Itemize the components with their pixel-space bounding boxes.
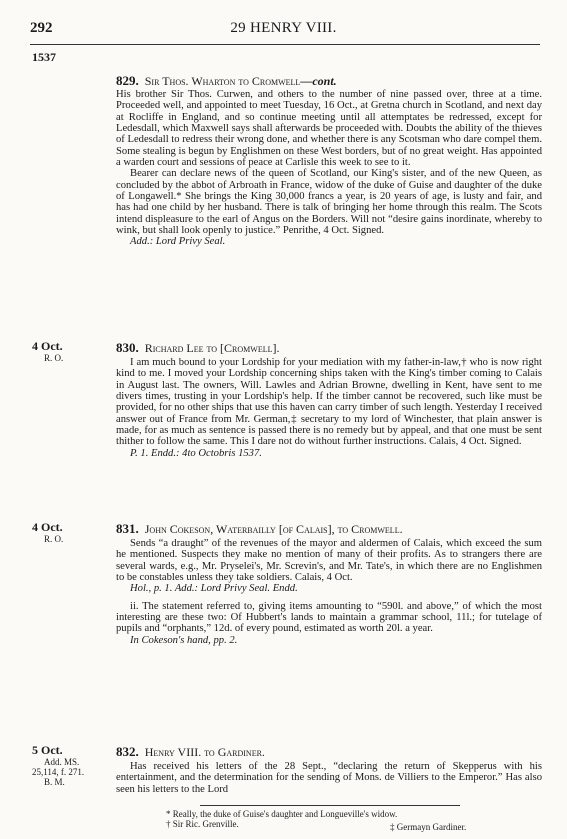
entry-source-line: 25,114, f. 271. — [32, 767, 85, 777]
entry-date: 4 Oct. — [32, 339, 63, 353]
footnote: † Sir Ric. Grenville. — [166, 819, 239, 829]
entry-title-suffix: —cont. — [300, 74, 337, 88]
entry-date: 5 Oct. — [32, 743, 63, 757]
year-label: 1537 — [32, 50, 56, 64]
entry-number: 831. — [116, 521, 139, 536]
entry-title: Sir Thos. Wharton to Cromwell — [144, 74, 301, 88]
entry-body — [116, 89, 542, 248]
entry-title: Richard Lee to [Cromwell]. — [144, 341, 280, 355]
entry-heading — [116, 522, 542, 536]
entry-heading — [116, 74, 542, 88]
running-head: 29 HENRY VIII. — [230, 20, 337, 36]
footnote-rule — [200, 805, 460, 806]
paragraph: Has received his letters of the 28 Sept., “declaring the return of Skepperus with his entertainment, and the determination for the sending of Mons. de Villiers to the Emperor.” Has also seen his letters to the Lord — [116, 761, 542, 795]
entry-number: 830. — [116, 340, 139, 355]
page-number: 292 — [30, 20, 53, 36]
entry-heading — [116, 745, 542, 759]
entry-number: 829. — [116, 73, 139, 88]
footnote: ‡ Germayn Gardiner. — [390, 822, 467, 832]
entry-heading — [116, 341, 542, 355]
entry-body — [116, 538, 542, 646]
page-header — [0, 20, 567, 40]
entry-title: John Cokeson, Waterbailly [of Calais], to Cromwell. — [144, 522, 403, 536]
holograph-note: Hol., p. 1. Add.: Lord Privy Seal. Endd. — [130, 583, 298, 595]
paragraph: ii. The statement referred to, giving items amounting to “590l. and above,” of which the most interesting are these two: Of Hubbert's lands to maintain a grammar school, 11l.; for tutelage of pupils and “orphants,” 12d. of every pound, estimated as worth 20l. a year. — [116, 600, 542, 635]
footnote: * Really, the duke of Guise's daughter and Longueville's widow. — [166, 809, 398, 819]
entry-source-line: B. M. — [44, 777, 65, 787]
entry-source: R. O. — [44, 534, 64, 544]
entry-source: R. O. — [44, 353, 64, 363]
entry-date: 4 Oct. — [32, 520, 63, 534]
entry-margin — [32, 340, 104, 363]
header-rule — [30, 44, 540, 45]
entry-source-line: Add. MS. — [44, 757, 80, 767]
paragraph: Sends “a draught” of the revenues of the mayor and aldermen of Calais, which exceed the sum he mentioned. Suspects they make no mention of many of their profits. As to strangers there are several wards, e.g., Mr. Pryselei's, Mr. Screvin's, and Mr. Tate's, in which there are no Englishmen to be constables unless they take soldiers. Calais, 4 Oct. — [116, 538, 542, 584]
entry-number: 832. — [116, 744, 139, 759]
endorsement-note: P. 1. Endd.: 4to Octobris 1537. — [130, 447, 262, 459]
entry-margin — [32, 744, 104, 787]
address-note: Add.: Lord Privy Seal. — [130, 236, 226, 248]
paragraph: Bearer can declare news of the queen of Scotland, our King's sister, and of the new Queen, as concluded by the abbot of Arbroath in France, widow of the duke of Guise and daughter of the duke of Longawell.* She brings the King 30,000 francs a year, is 20 years of age, is lusty and fair, and has had one child by her husband. There is talk of bringing her home through this realm. The Scots intend displeasure to the earl of Angus on the Borders. Will not “desire gains inordinate, whereby to wink, but shall look openly to justice.” Penrithe, 4 Oct. Signed. — [116, 168, 542, 237]
entry-margin — [32, 521, 104, 544]
entry-body — [116, 761, 542, 795]
entry-body — [116, 357, 542, 459]
hand-note: In Cokeson's hand, pp. 2. — [130, 634, 238, 646]
paragraph: His brother Sir Thos. Curwen, and others to the number of nine passed over, three at a time. Proceeded well, and appointed to meet Tuesday, 16 Oct., at Gretna church in Scotland, and next day at Rocliffe in England, and so continue meeting until all attemptates be redressed, except for Ledesdall, which Maxwell says shall afterwards be proceeded with. Doubts the ability of the thieves of Ledesdall to redress their wrong done, and whether there is any Scotsman who dare compel them. Some stealing is begun by Englishmen on these West borders, but of no great weight. Has appointed a warden court and sessions of peace at Carlisle this week to see to it. — [116, 89, 542, 169]
entry-title: Henry VIII. to Gardiner. — [144, 745, 265, 759]
paragraph: I am much bound to your Lordship for your mediation with my father-in-law,† who is now right kind to me. I moved your Lordship concerning ships taken with the King's timber coming to Calais in August last. The owners, Will. Lawles and Adrian Browne, dwelling in Kent, have sent to me divers times, trusting in your Lordship's help. If the timber cannot be recovered, such like must be provided, for no other ships that use this haven can carry timber of such length. Yesterday I received answer out of France from Mr. German,‡ secretary to my lord of Winchester, that plain answer is made, for as much as sentence is passed there is no remedy but by appeal, and that one must be sent thither to follow the same. This I dare not do without further instructions. Calais, 4 Oct. Signed. — [116, 357, 542, 448]
footnotes — [116, 809, 542, 829]
